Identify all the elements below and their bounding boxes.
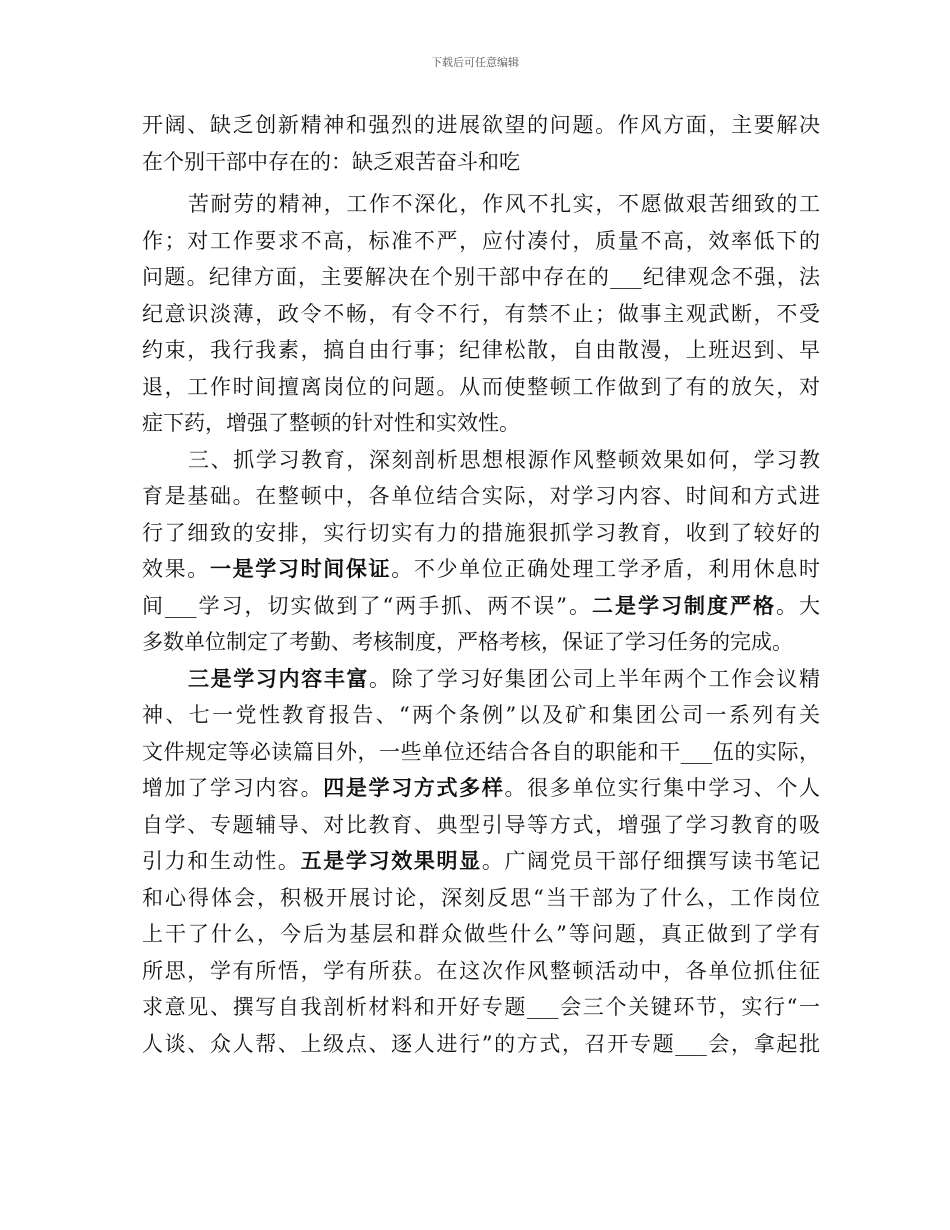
text-line — [142, 807, 820, 844]
text-segment: 三、抓学习教育，深刻剖析思想根源作风整顿效果如何，学习教 — [188, 447, 820, 472]
text-line — [142, 107, 820, 144]
text-line — [142, 953, 820, 990]
text-line — [142, 1026, 820, 1063]
bold-heading: 二是学习制度严格 — [591, 593, 776, 618]
text-segment: 和心得体会，积极开展讨论，深刻反思“当干部为了什么，工作岗位 — [142, 885, 820, 910]
text-line — [142, 515, 820, 552]
text-segment: 在个别干部中存在的：缺乏艰苦奋斗和吃 — [142, 149, 520, 174]
text-segment: 多数单位制定了考勤、考核制度，严格考核，保证了学习任务的完成。 — [142, 630, 793, 654]
bold-heading: 一是学习时间保证 — [209, 557, 392, 581]
text-segment: 育是基础。在整顿中，各单位结合实际，对学习内容、时间和方式进 — [142, 484, 820, 508]
text-segment: 症下药，增强了整顿的针对性和实效性。 — [142, 411, 520, 435]
bold-heading: 四是学习方式多样 — [323, 776, 505, 800]
bold-heading: 五是学习效果明显 — [300, 849, 482, 873]
text-line — [142, 296, 820, 333]
text-segment: 求意见、撰写自我剖析材料和开好专题___会三个关键环节，实行“一 — [142, 995, 820, 1019]
text-segment: 人谈、众人帮、上级点、逐人进行”的方式，召开专题___会，拿起批 — [142, 1031, 820, 1056]
text-line — [142, 259, 820, 296]
text-line — [142, 478, 820, 515]
text-segment: 引力和生动性。 — [142, 849, 301, 873]
text-line — [142, 770, 820, 807]
text-segment: 问题。纪律方面，主要解决在个别干部中存在的___纪律观念不强，法 — [142, 265, 820, 289]
text-line — [142, 734, 820, 771]
text-segment: 自学、专题辅导、对比教育、典型引导等方式，增强了学习教育的吸 — [142, 812, 820, 837]
paragraph — [142, 661, 820, 1063]
text-line — [142, 223, 820, 260]
text-line — [142, 661, 820, 698]
text-segment: 间___学习，切实做到了“两手抓、两不误”。 — [142, 593, 592, 618]
bold-heading: 三是学习内容丰富 — [188, 666, 370, 691]
text-line — [142, 405, 820, 442]
paragraph — [142, 442, 820, 661]
text-segment: 神、七一党性教育报告、“两个条例”以及矿和集团公司一系列有关 — [142, 703, 820, 727]
text-line — [142, 697, 820, 734]
text-segment: 上干了什么，今后为基层和群众做些什么”等问题，真正做到了学有 — [142, 922, 820, 946]
text-line — [142, 843, 820, 880]
text-segment: 纪意识淡薄，政令不畅，有令不行，有禁不止；做事主观武断，不受 — [142, 301, 820, 326]
text-segment: 。除了学习好集团公司上半年两个工作会议精 — [369, 666, 821, 691]
text-line — [142, 588, 820, 625]
text-line — [142, 144, 820, 181]
text-segment: 作；对工作要求不高，标准不严，应付凑付，质量不高，效率低下的 — [142, 228, 820, 253]
text-line — [142, 880, 820, 917]
text-segment: 开阔、缺乏创新精神和强烈的进展欲望的问题。作风方面，主要解决 — [142, 113, 820, 137]
text-segment: 所思，学有所悟，学有所获。在这次作风整顿活动中，各单位抓住征 — [142, 958, 820, 983]
text-line — [142, 551, 820, 588]
text-line — [142, 186, 820, 223]
page-header: 下载后可任意编辑 — [431, 56, 519, 69]
text-segment: 退，工作时间擅离岗位的问题。从而使整顿工作做到了有的放矢，对 — [142, 374, 820, 399]
text-line — [142, 332, 820, 369]
text-segment: 约束，我行我素，搞自由行事；纪律松散，自由散漫，上班迟到、早 — [142, 338, 820, 362]
document-body — [142, 107, 820, 1062]
text-segment: 。广阔党员干部仔细撰写读书笔记 — [481, 849, 821, 873]
text-segment: 行了细致的安排，实行切实有力的措施狠抓学习教育，收到了较好的 — [142, 520, 820, 545]
paragraph — [142, 107, 820, 180]
paragraph — [142, 186, 820, 442]
text-line — [142, 369, 820, 406]
text-line — [142, 624, 820, 661]
text-segment: 。不少单位正确处理工学矛盾，利用休息时 — [391, 557, 821, 581]
text-segment: 增加了学习内容。 — [142, 776, 324, 800]
text-line — [142, 916, 820, 953]
text-segment: 。很多单位实行集中学习、个人 — [504, 776, 821, 800]
text-segment: 苦耐劳的精神，工作不深化，作风不扎实，不愿做艰苦细致的工 — [188, 192, 820, 216]
text-segment: 文件规定等必读篇目外，一些单位还结合各自的职能和干___伍的实际， — [142, 739, 820, 764]
text-segment: 效果。 — [142, 557, 210, 581]
text-line — [142, 989, 820, 1026]
text-line — [142, 442, 820, 479]
text-segment: 。大 — [776, 593, 821, 618]
